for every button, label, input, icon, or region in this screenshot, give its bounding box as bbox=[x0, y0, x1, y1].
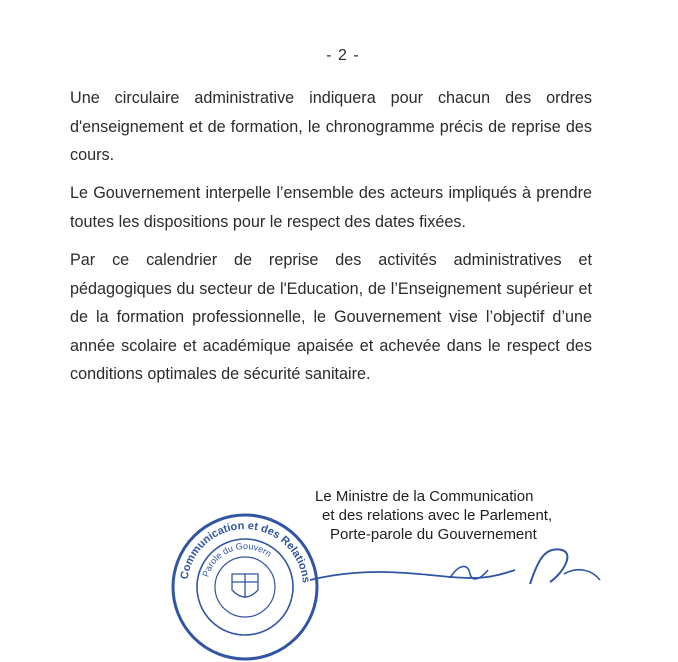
seal-inner-text: Parole du Gouvern bbox=[200, 540, 274, 579]
paragraph-calendrier: Par ce calendrier de reprise des activités administratives et pédagogiques du secteur de l'Education, de l’Enseignement supérieur et de la formation professionnelle, le Gouvernement vise l’objectif d’une année scolaire et académique apaisée et achevée dans le respect des conditions optimales de sécurité sanitaire. bbox=[70, 251, 592, 383]
svg-text:Parole du Gouvern bbox=[201, 541, 274, 578]
paragraph-interpellation: Le Gouvernement interpelle l’ensemble des acteurs impliqués à prendre toutes les dispositions pour le respect des dates fixées. bbox=[70, 184, 592, 231]
seal-outer-text: Communication et des Relations bbox=[178, 519, 312, 584]
signatory-title-line-1: Le Ministre de la Communication bbox=[315, 488, 534, 505]
signature-block bbox=[315, 487, 552, 544]
official-seal bbox=[170, 512, 320, 662]
signatory-title-line-3: Porte-parole du Gouvernement bbox=[330, 526, 537, 543]
page-number: - 2 - bbox=[326, 47, 360, 64]
handwritten-signature bbox=[300, 540, 630, 590]
paragraph-circulaire: Une circulaire administrative indiquera pour chacun des ordres d'enseignement et de formation, le chronogramme précis de reprise des cours. bbox=[70, 89, 592, 164]
seal-emblem-icon bbox=[232, 574, 258, 598]
signatory-title-line-2: et des relations avec le Parlement, bbox=[322, 507, 553, 524]
